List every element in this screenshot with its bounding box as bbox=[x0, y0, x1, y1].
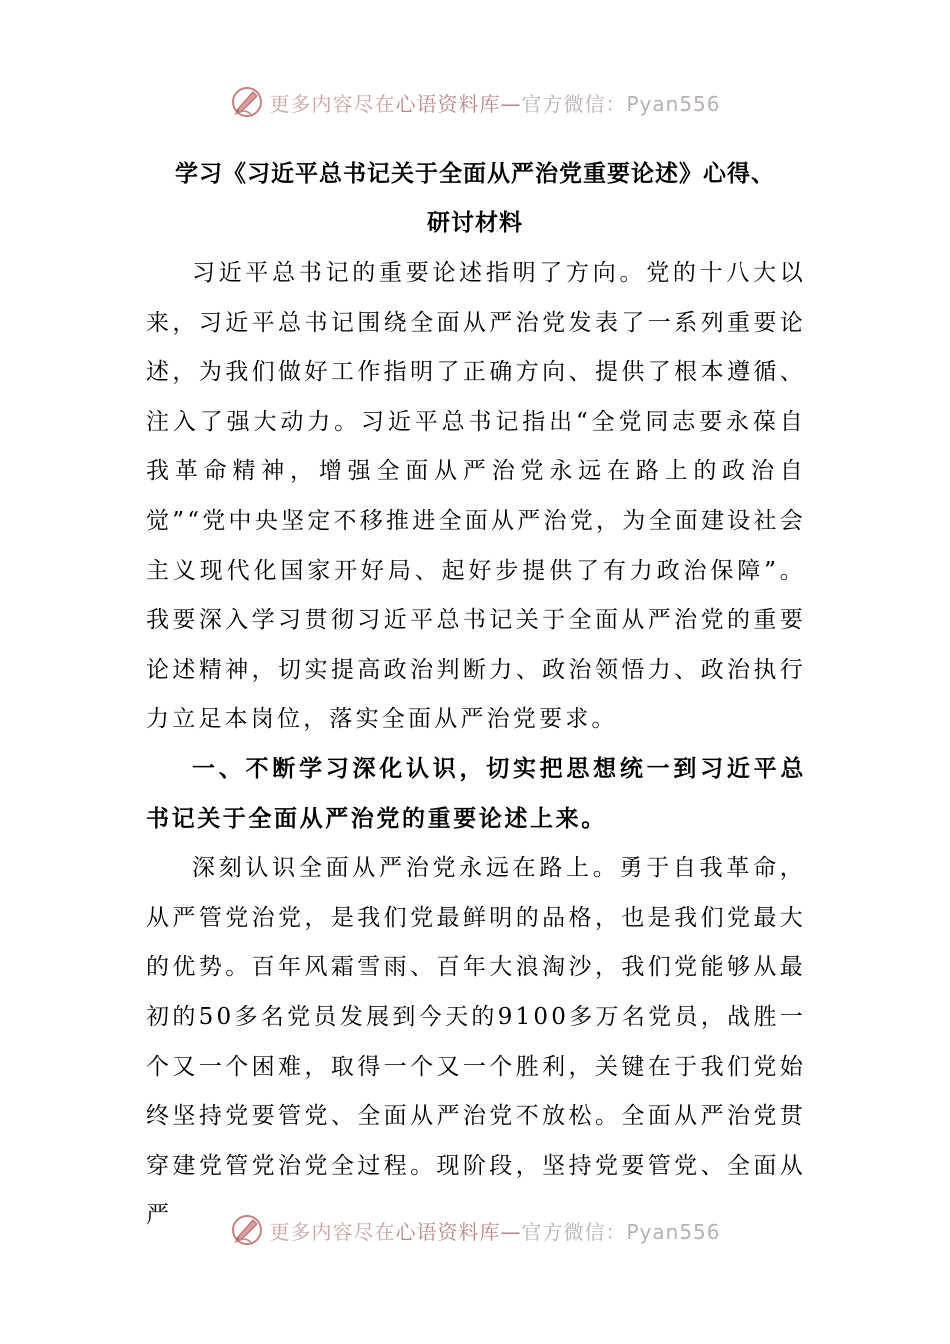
watermark-banner-bottom bbox=[0, 1210, 950, 1250]
document-title-line-1: 学习《习近平总书记关于全面从严治党重要论述》心得、 bbox=[175, 161, 775, 187]
section-heading: 一、不断学习深化认识，切实把思想统一到习近平总书记关于全面从严治党的重要论述上来。 bbox=[146, 755, 806, 832]
watermark-text: 更多内容尽在心语资料库—官方微信：Pyan556 bbox=[269, 1219, 721, 1244]
pen-logo-icon bbox=[229, 1212, 265, 1248]
watermark-text: 更多内容尽在心语资料库—官方微信：Pyan556 bbox=[269, 91, 721, 116]
section-paragraph: 深刻认识全面从严治党永远在路上。勇于自我革命，从严管党治党，是我们党最鲜明的品格，也是我们党最大的优势。百年风霜雪雨、百年大浪淘沙，我们党能够从最初的50多名党员发展到今天的9100多万名党员，战胜一个又一个困难，取得一个又一个胜利，关键在于我们党始终坚持党要管党、全面从严治党不放松。全面从严治党贯穿建党管党治党全过程。现阶段，坚持党要管党、全面从严 bbox=[146, 855, 806, 1229]
document-body bbox=[146, 249, 806, 1241]
body-paragraph: 习近平总书记的重要论述指明了方向。党的十八大以来，习近平总书记围绕全面从严治党发表了一系列重要论述，为我们做好工作指明了正确方向、提供了根本遵循、注入了强大动力。习近平总书记指出“全党同志要永葆自我革命精神，增强全面从严治党永远在路上的政治自觉”“党中央坚定不移推进全面从严治党，为全面建设社会主义现代化国家开好局、起好步提供了有力政治保障”。我要深入学习贯彻习近平总书记关于全面从严治党的重要论述精神，切实提高政治判断力、政治领悟力、政治执行力立足本岗位，落实全面从严治党要求。 bbox=[146, 260, 806, 733]
watermark-banner-top bbox=[0, 82, 950, 122]
document-title-line-2: 研讨材料 bbox=[427, 210, 523, 236]
pen-logo-icon bbox=[229, 84, 265, 120]
